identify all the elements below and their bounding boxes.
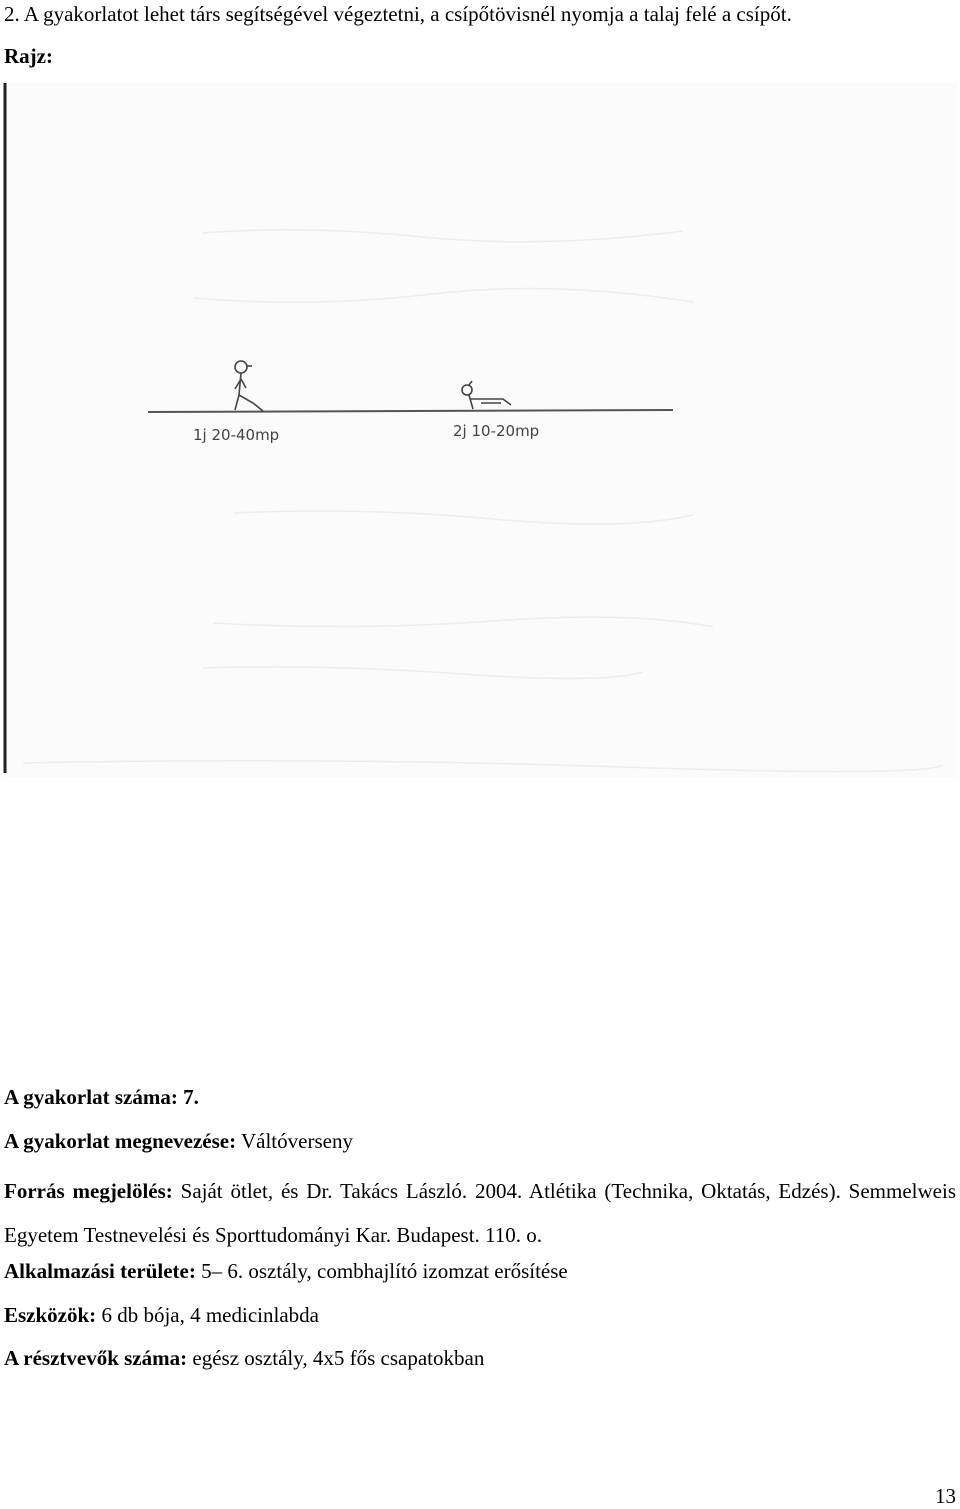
application-area-row: [4, 1257, 956, 1301]
exercise-number-row: [4, 1083, 956, 1127]
participants-label: A résztvevők száma:: [4, 1346, 188, 1370]
drawing-label: Rajz:: [4, 44, 53, 68]
application-area-label: Alkalmazási területe:: [4, 1259, 196, 1283]
exercise-name-row: [4, 1127, 956, 1171]
caption-position-two: 2j 10-20mp: [453, 422, 540, 440]
source-row: [4, 1170, 956, 1257]
caption-position-one: 1j 20-40mp: [193, 426, 280, 444]
exercise-name-value: Váltóverseny: [240, 1128, 353, 1153]
exercise-number-value: 7.: [183, 1085, 199, 1109]
participants-row: [4, 1344, 956, 1388]
tools-row: [4, 1301, 956, 1345]
source-value: Saját ötlet, és Dr. Takács László. 2004. Atlétika (Technika, Oktatás, Edzés). Semmelweis Egyetem Testnevelési és Sporttudományi Kar. Budapest. 110. o.: [4, 1179, 956, 1247]
tools-label: Eszközök:: [4, 1302, 97, 1327]
application-area-value: 5– 6. osztály, combhajlító izomzat erősítése: [201, 1259, 568, 1283]
exercise-details: [4, 1083, 956, 1388]
participants-value: egész osztály, 4x5 fős csapatokban: [192, 1346, 485, 1370]
exercise-number-label: A gyakorlat száma:: [4, 1085, 178, 1109]
page-number: 13: [935, 1484, 956, 1508]
tools-value: 6 db bója, 4 medicinlabda: [101, 1302, 319, 1327]
exercise-name-label: A gyakorlat megnevezése:: [4, 1128, 237, 1153]
source-label: Forrás megjelölés:: [4, 1179, 173, 1203]
exercise-drawing: [3, 83, 957, 777]
instruction-text: 2. A gyakorlatot lehet társ segítségével végeztetni, a csípőtövisnél nyomja a talaj felé a csípőt.: [4, 2, 792, 26]
